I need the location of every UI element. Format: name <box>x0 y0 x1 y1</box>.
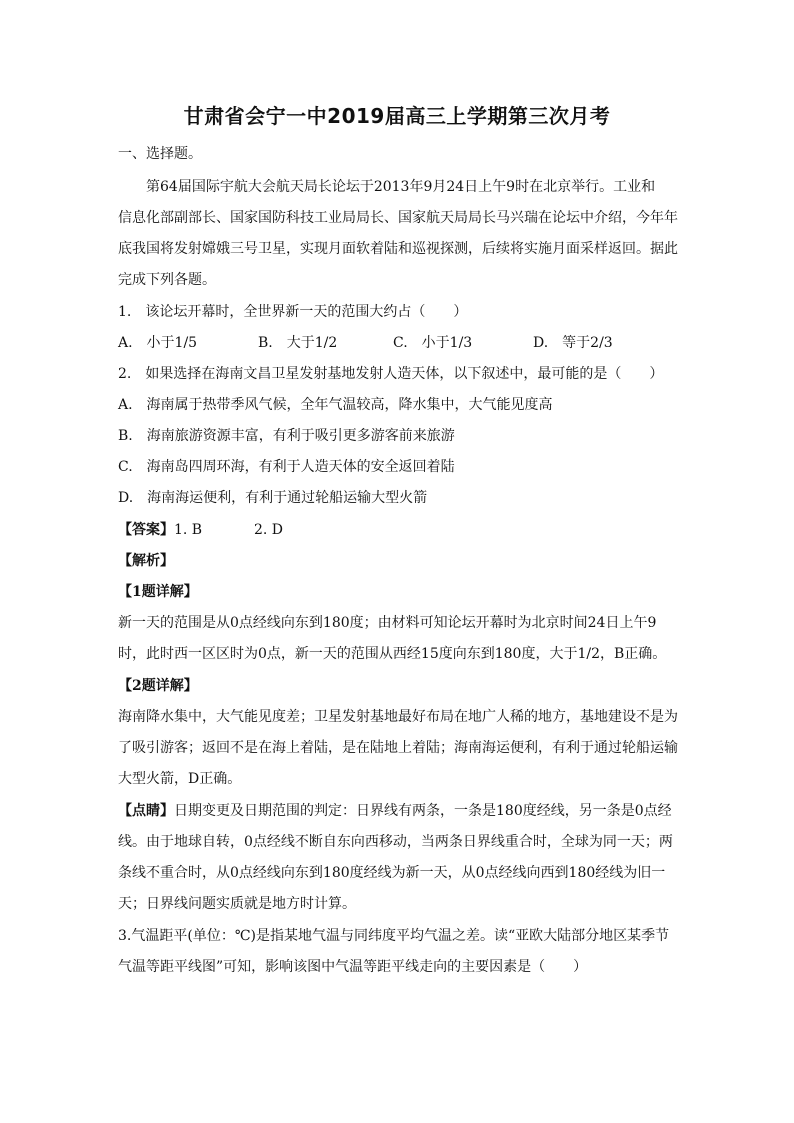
passage-line-3: 底我国将发射嫦娥三号卫星，实现月面软着陆和巡视探测，后续将实施月面采样返回。据此 <box>118 241 678 257</box>
detail-2-label: 【2题详解】 <box>118 678 198 694</box>
analysis-label: 【解析】 <box>118 553 174 569</box>
question-1-option-a: A. 小于1/5 <box>118 335 198 351</box>
answer-1: 1. B <box>174 522 203 538</box>
detail-1-label: 【1题详解】 <box>118 584 198 600</box>
question-1-option-d: D. 等于2/3 <box>533 335 613 351</box>
page-title: 甘肃省会宁一中2019届高三上学期第三次月考 <box>183 104 611 128</box>
detail-2-line-3: 大型火箭，D正确。 <box>118 771 242 787</box>
section-heading: 一、选择题。 <box>118 146 202 162</box>
detail-1-line-2: 时，此时西一区区时为0点，新一天的范围从西经15度向东到180度，大于1/2，B正确。 <box>118 646 667 662</box>
question-1-stem: 1. 该论坛开幕时，全世界新一天的范围大约占（ ） <box>118 304 468 320</box>
question-2-option-b: B. 海南旅游资源丰富，有利于吸引更多游客前来旅游 <box>118 428 455 444</box>
answer-label: 【答案】 <box>118 522 174 538</box>
detail-2-line-1: 海南降水集中，大气能见度差；卫星发射基地最好布局在地广人稀的地方，基地建设不是为 <box>118 709 678 725</box>
tip-line-1 <box>118 801 678 821</box>
question-2-option-a: A. 海南属于热带季风气候，全年气温较高，降水集中，大气能见度高 <box>118 397 553 413</box>
question-3-line-2: 气温等距平线图”可知，影响该图中气温等距平线走向的主要因素是（ ） <box>118 959 588 975</box>
tip-label: 【点睛】 <box>118 803 174 819</box>
question-2-option-d: D. 海南海运便利，有利于通过轮船运输大型火箭 <box>118 490 428 506</box>
detail-2-line-2: 了吸引游客；返回不是在海上着陆，是在陆地上着陆；海南海运便利，有利于通过轮船运输 <box>118 740 678 756</box>
tip-line-2: 线。由于地球自转，0点经线不断自东向西移动，当两条日界线重合时，全球为同一天；两 <box>118 834 673 850</box>
answer-2: 2. D <box>254 522 284 538</box>
answer-line <box>118 520 678 540</box>
passage-line-2: 信息化部副部长、国家国防科技工业局局长、国家航天局局长马兴瑞在论坛中介绍，今年年 <box>118 210 678 226</box>
passage-line-4: 完成下列各题。 <box>118 272 216 288</box>
tip-line-4: 天；日界线问题实质就是地方时计算。 <box>118 896 356 912</box>
question-2-option-c: C. 海南岛四周环海，有利于人造天体的安全返回着陆 <box>118 459 455 475</box>
question-1-options <box>118 333 678 353</box>
question-3-line-1: 3.气温距平(单位：℃)是指某地气温与同纬度平均气温之差。读“亚欧大陆部分地区某季节 <box>118 928 670 944</box>
question-1-option-c: C. 小于1/3 <box>393 335 473 351</box>
tip-first-text: 日期变更及日期范围的判定：日界线有两条，一条是180度经线，另一条是0点经 <box>174 803 672 819</box>
question-1-option-b: B. 大于1/2 <box>258 335 338 351</box>
question-2-stem: 2. 如果选择在海南文昌卫星发射基地发射人造天体，以下叙述中，最可能的是（ ） <box>118 366 664 382</box>
tip-line-3: 条线不重合时，从0点经线向东到180度经线为新一天，从0点经线向西到180经线为旧一 <box>118 865 666 881</box>
detail-1-line-1: 新一天的范围是从0点经线向东到180度；由材料可知论坛开幕时为北京时间24日上午9 <box>118 615 657 631</box>
passage-line-1: 第64届国际宇航大会航天局长论坛于2013年9月24日上午9时在北京举行。工业和 <box>146 179 656 195</box>
